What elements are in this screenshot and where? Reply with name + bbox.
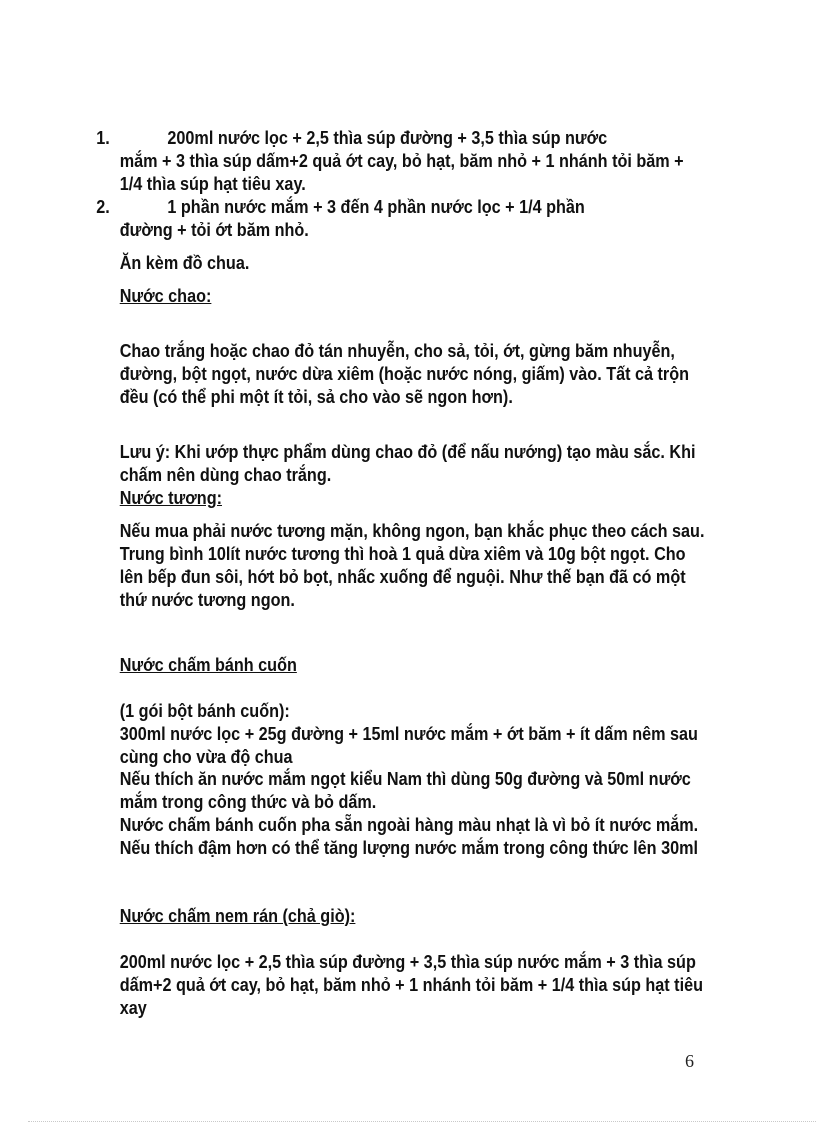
paragraph-luu-y: Lưu ý: Khi ướp thực phẩm dùng chao đỏ (để nấu nướng) tạo màu sắc. Khi chấm nên dùng chao trắng.: [119, 442, 696, 485]
list-number: 1.: [96, 128, 110, 148]
list-item-text: 200ml nước lọc + 2,5 thìa súp đường + 3,5 thìa súp nước: [167, 128, 608, 148]
paragraph-banh-cuon-sub: (1 gói bột bánh cuốn):: [119, 701, 290, 721]
list-item-text: 1 phần nước mắm + 3 đến 4 phần nước lọc + 1/4 phần: [167, 197, 585, 217]
heading-banh-cuon: Nước chấm bánh cuốn: [119, 655, 297, 675]
list-item-1: [96, 127, 708, 196]
heading-nuoc-tuong: Nước tương:: [119, 488, 222, 508]
paragraph-an-kem: Ăn kèm đồ chua.: [119, 253, 250, 273]
paragraph-nem-ran: 200ml nước lọc + 2,5 thìa súp đường + 3,5 thìa súp nước mắm + 3 thìa súp dấm+2 quả ớt cay, bỏ hạt, băm nhỏ + 1 nhánh tỏi băm + 1/4 thìa súp hạt tiêu xay: [119, 952, 703, 1018]
list-item-text-continued: mắm + 3 thìa súp dấm+2 quả ớt cay, bỏ hạt, băm nhỏ + 1 nhánh tỏi băm + 1/4 thìa súp hạt tiêu xay.: [119, 151, 684, 194]
paragraph-banh-cuon-2: Nếu thích ăn nước mắm ngọt kiểu Nam thì dùng 50g đường và 50ml nước mắm trong công thức và bỏ dấm.: [119, 769, 691, 812]
heading-nem-ran: Nước chấm nem rán (chả giò):: [119, 906, 356, 926]
heading-nuoc-chao: Nước chao:: [119, 286, 212, 306]
list-item-2: [96, 196, 708, 242]
paragraph-banh-cuon-3: Nước chấm bánh cuốn pha sẵn ngoài hàng màu nhạt là vì bỏ ít nước mắm. Nếu thích đậm hơn có thể tăng lượng nước mắm trong công thức lên 30ml: [119, 815, 699, 858]
paragraph-nuoc-chao: Chao trắng hoặc chao đỏ tán nhuyễn, cho sả, tỏi, ớt, gừng băm nhuyễn, đường, bột ngọt, nước dừa xiêm (hoặc nước nóng, giấm) vào. Tất cả trộn đều (có thể phi một ít tỏi, sả cho vào sẽ ngon hơn).: [119, 341, 690, 407]
page-number: 6: [685, 1051, 694, 1071]
page-bottom-divider: [28, 1121, 816, 1122]
list-item-text-continued: đường + tỏi ớt băm nhỏ.: [119, 220, 309, 240]
list-number: 2.: [96, 197, 110, 217]
paragraph-nuoc-tuong: Nếu mua phải nước tương mặn, không ngon, bạn khắc phục theo cách sau. Trung bình 10lít nước tương thì hoà 1 quả dừa xiêm và 10g bột ngọt. Cho lên bếp đun sôi, hớt bỏ bọt, nhấc xuống để nguội. Như thế bạn đã có một thứ nước tương ngon.: [119, 521, 705, 610]
paragraph-banh-cuon-1: 300ml nước lọc + 25g đường + 15ml nước mắm + ớt băm + ít dấm nêm sau cùng cho vừa độ chua: [119, 724, 698, 767]
